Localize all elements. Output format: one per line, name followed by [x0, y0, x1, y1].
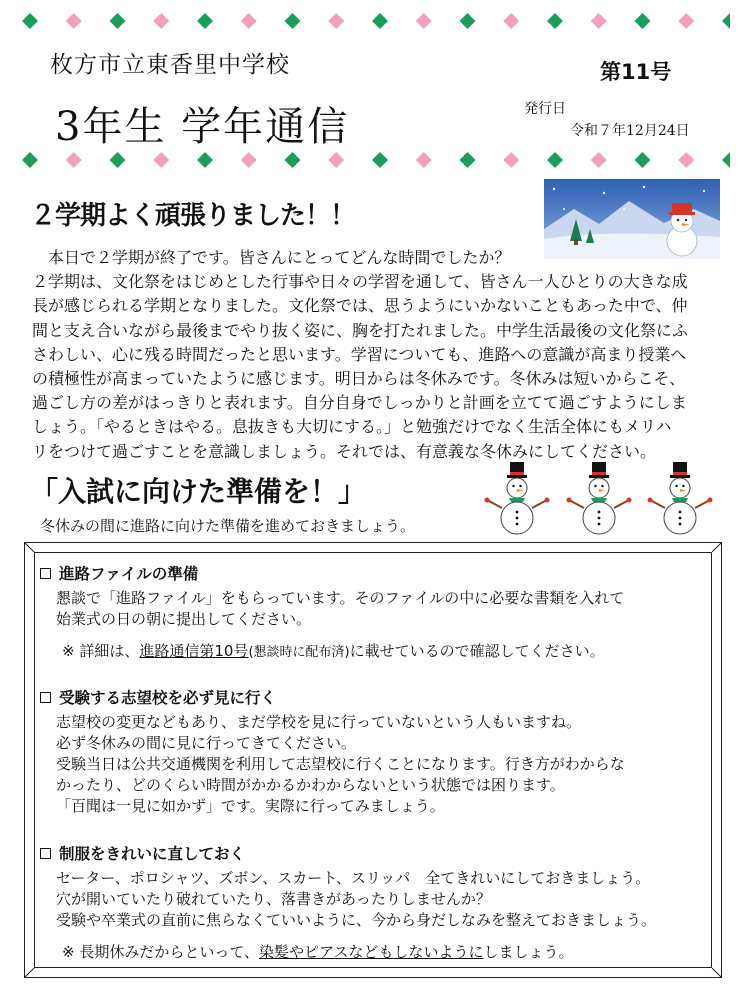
diamond-icon — [22, 13, 38, 29]
item-title-text: 制服をきれいに直しておく — [59, 845, 246, 863]
item-line: 受験や卒業式の直前に焦らなくていいように、今から身だしなみを整えておきましょう。 — [56, 911, 657, 929]
item-line: 必ず冬休みの間に見に行ってきてください。 — [56, 734, 357, 752]
item-note — [62, 640, 710, 661]
issued-label: 発行日 — [524, 101, 566, 117]
diamond-icon — [547, 152, 563, 168]
item-line: 懇談で「進路ファイル」をもらっています。そのファイルの中に必要な書類を入れて — [56, 589, 625, 607]
diamond-icon — [328, 152, 344, 168]
diamond-icon — [241, 152, 257, 168]
note-prefix: ※ 詳細は、 — [62, 642, 140, 660]
diamond-icon — [372, 13, 388, 29]
checkbox-square-icon — [40, 692, 51, 703]
diamond-icon — [372, 152, 388, 168]
diamond-icon — [66, 152, 82, 168]
paragraph-line: 過ごし方の差がはっきりと表れます。自分自身でしっかりと計画を立てて過ごすようにしま — [32, 393, 687, 413]
item-line: 始業式の日の朝に提出してください。 — [56, 610, 312, 628]
paragraph-line: 本日で２学期が終了です。皆さんにとってどんな時間でしたか？ — [32, 248, 511, 267]
diamond-icon — [678, 13, 694, 29]
item-line: 志望校の変更などもあり、まだ学校を見に行っていないという人もいますね。 — [56, 713, 582, 731]
diamond-icon — [591, 152, 607, 168]
note-underlined: 進路通信第10号 — [139, 642, 249, 660]
page-title: 3年生 学年通信 — [55, 104, 350, 150]
item-body — [56, 868, 710, 931]
diamond-icon — [635, 13, 651, 29]
item-line: 受験当日は公共交通機関を利用して志望校に行くことになります。行き方がわからな — [56, 755, 625, 773]
note-suffix: しましょう。 — [483, 943, 574, 961]
item-line: セーター、ポロシャツ、ズボン、スカート、スリッパ 全てきれいにしておきましょう。 — [56, 869, 651, 887]
item-line: かったり、どのくらい時間がかかるかわからないという状態では困ります。 — [56, 776, 565, 794]
item-title-text: 受験する志望校を必ず見に行く — [59, 689, 277, 707]
paragraph-line: しょう。「やるときはやる。息抜きも大切にする。」と勉強だけでなく生活全体にもメリハ — [32, 417, 672, 437]
checkbox-square-icon — [40, 568, 51, 579]
snowman-icon — [567, 462, 632, 534]
diamond-icon — [110, 13, 126, 29]
checklist-item-title — [40, 686, 710, 708]
diamond-icon — [110, 152, 126, 168]
note-prefix: ※ 長期休みだからといって、 — [62, 943, 260, 961]
checklist-item-visit-school — [40, 686, 710, 817]
issue-number: 第11号 — [600, 60, 672, 84]
item-line: 穴が開いていたり破れていたり、落書きがあったりしませんか？ — [56, 890, 491, 908]
note-underlined: 染髪やピアスなどもしないように — [259, 943, 484, 961]
diamond-icon — [503, 13, 519, 29]
diamond-icon — [66, 13, 82, 29]
checklist-item-uniform — [40, 842, 710, 962]
diamond-icon — [591, 13, 607, 29]
diamond-icon — [547, 13, 563, 29]
item-line: 「百聞は一見に如かず」です。実際に行ってみましょう。 — [56, 797, 445, 815]
diamond-icon — [153, 13, 169, 29]
section-heading-term-review: ２学期よく頑張りました！！ — [30, 201, 356, 231]
checklist-item-career-file — [40, 562, 710, 661]
note-suffix: に載せているので確認してください。 — [349, 642, 605, 660]
diamond-icon — [416, 152, 432, 168]
item-body — [56, 588, 710, 630]
item-note — [62, 941, 710, 962]
diamond-icon — [197, 152, 213, 168]
paragraph-line: の積極性が高まっていたように感じます。明日からは冬休みです。冬休みは短いからこそ、 — [32, 369, 686, 389]
diamond-icon — [328, 13, 344, 29]
term-review-paragraph — [32, 246, 722, 464]
snowman-icon — [648, 462, 713, 534]
diamond-border-top — [20, 6, 730, 36]
diamond-icon — [460, 152, 476, 168]
paragraph-line: ２学期は、文化祭をはじめとした行事や日々の学習を通して、皆さん一人ひとりの大きな成 — [32, 272, 688, 292]
diamond-icon — [722, 152, 730, 168]
item-body — [56, 712, 710, 817]
diamond-icon — [197, 13, 213, 29]
exam-prep-intro: 冬休みの間に進路に向けた準備を進めておきましょう。 — [40, 517, 416, 535]
diamond-icon — [416, 13, 432, 29]
diamond-icon — [285, 152, 301, 168]
paragraph-line: 長が感じられる学期となりました。文化祭では、思うようにいかないこともあった中で、仲 — [32, 296, 688, 316]
paragraph-line: リをつけて過ごすことを意識しましょう。それでは、有意義な冬休みにしてください。 — [32, 441, 657, 461]
diamond-icon — [153, 152, 169, 168]
item-title-text: 進路ファイルの準備 — [59, 565, 199, 583]
diamond-icon — [722, 13, 730, 29]
section-heading-exam-prep: 「入試に向けた準備を！」 — [30, 475, 367, 508]
diamond-icon — [460, 13, 476, 29]
checkbox-square-icon — [40, 848, 51, 859]
diamond-icon — [678, 152, 694, 168]
school-name: 枚方市立東香里中学校 — [50, 52, 290, 78]
diamond-icon — [241, 13, 257, 29]
snowmen-illustration — [482, 460, 722, 545]
diamond-icon — [22, 152, 38, 168]
checklist-item-title — [40, 842, 710, 864]
issued-date: 令和７年12月24日 — [570, 123, 690, 139]
paragraph-line: 間と支え合いながら最後までやり抜く姿に、胸を打たれました。中学生活最後の文化祭にふ — [32, 320, 689, 340]
diamond-icon — [635, 152, 651, 168]
diamond-icon — [285, 13, 301, 29]
note-small: (懇談時に配布済) — [248, 645, 350, 660]
snowman-icon — [485, 462, 550, 534]
paragraph-line: さわしい、心に残る時間だったと思います。学習についても、進路への意識が高まり授業へ — [32, 344, 687, 364]
checklist-item-title — [40, 562, 710, 584]
diamond-icon — [503, 152, 519, 168]
